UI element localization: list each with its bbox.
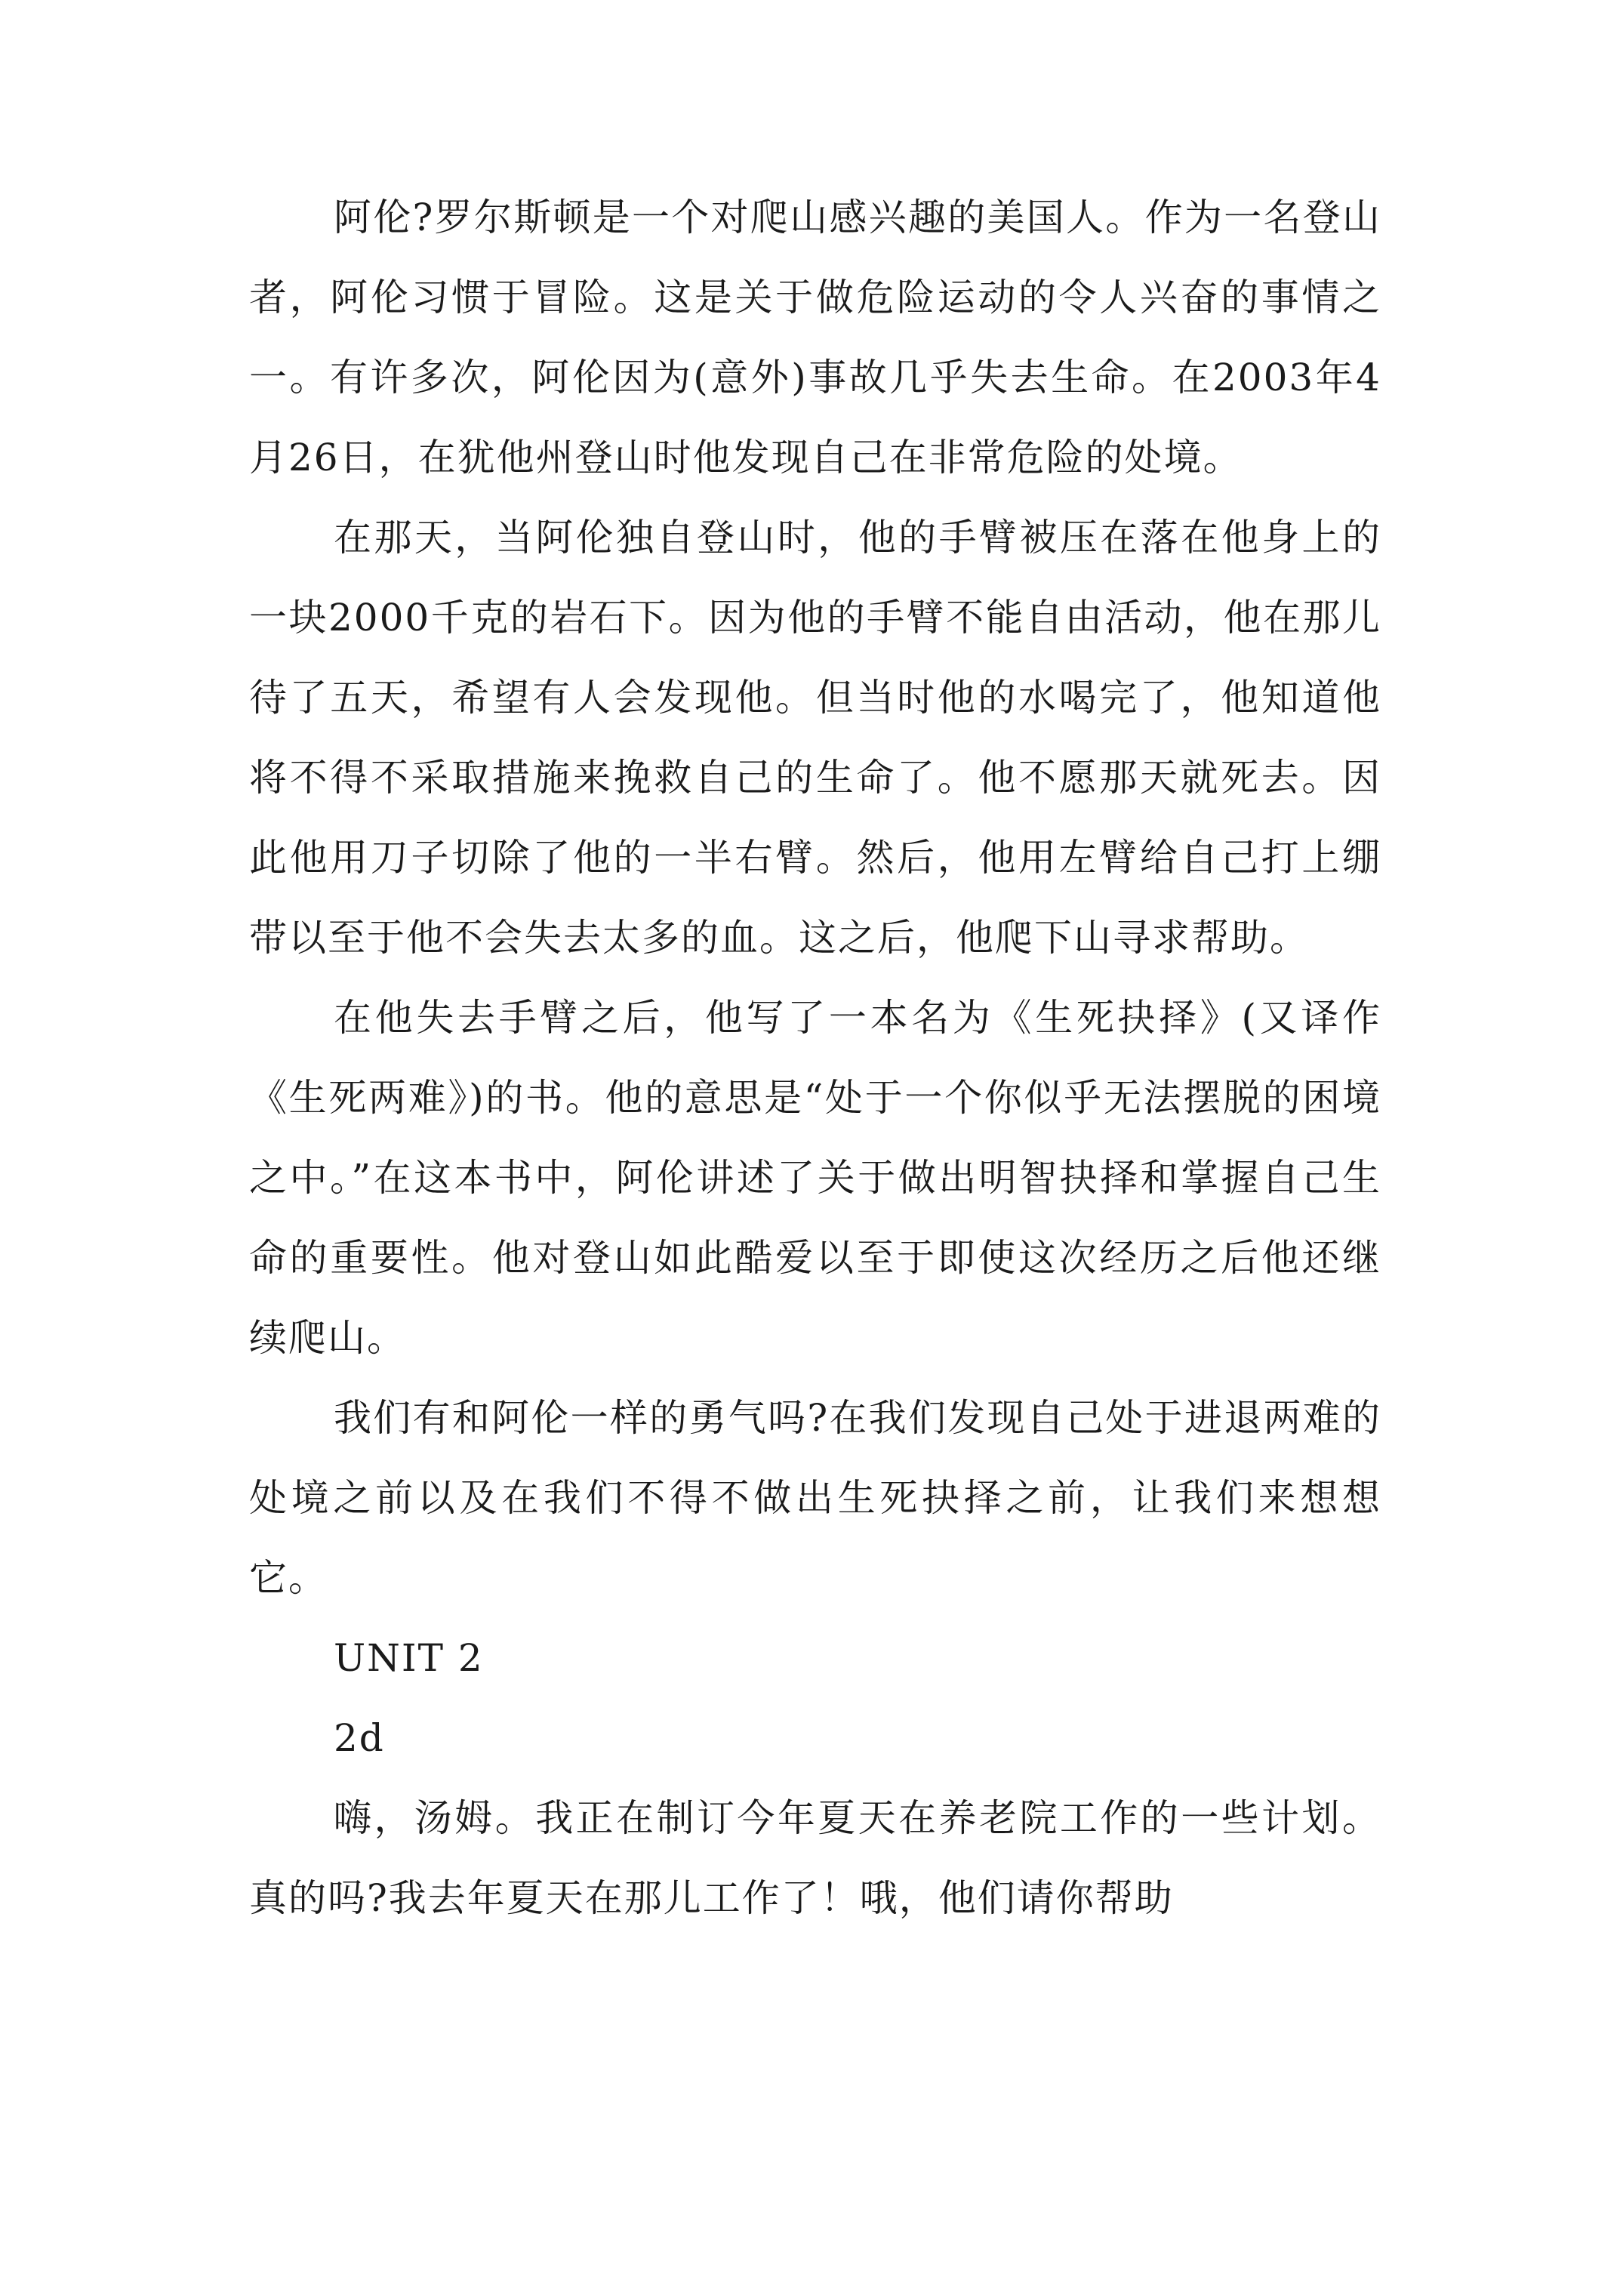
paragraph-aron-intro: 阿伦?罗尔斯顿是一个对爬山感兴趣的美国人。作为一名登山者，阿伦习惯于冒险。这是关于做危险运动的令人兴奋的事情之一。有许多次，阿伦因为(意外)事故几乎失去生命。在2003年4月26日，在犹他州登山时他发现自己在非常危险的处境。 [249,196,1381,479]
paragraph-book: 在他失去手臂之后，他写了一本名为《生死抉择》(又译作《生死两难》)的书。他的意思是“处于一个你似乎无法摆脱的困境之中。”在这本书中，阿伦讲述了关于做出明智抉择和掌握自己生命的重要性。他对登山如此酷爱以至于即使这次经历之后他还继续爬山。 [249,996,1381,1360]
section-label: 2d [334,1716,385,1760]
paragraph-accident: 在那天，当阿伦独自登山时，他的手臂被压在落在他身上的一块2000千克的岩石下。因为他的手臂不能自由活动，他在那儿待了五天，希望有人会发现他。但当时他的水喝完了，他知道他将不得不采取措施来挽救自己的生命了。他不愿那天就死去。因此他用刀子切除了他的一半右臂。然后，他用左臂给自己打上绷带以至于他不会失去太多的血。这之后，他爬下山寻求帮助。 [249,516,1381,960]
paragraph-dialogue: 嗨，汤姆。我正在制订今年夏天在养老院工作的一些计划。 真的吗?我去年夏天在那儿工作了！哦，他们请你帮助 [249,1796,1381,1920]
unit-heading: UNIT 2 [334,1636,484,1680]
document-body [249,177,1381,1938]
paragraph-courage: 我们有和阿伦一样的勇气吗?在我们发现自己处于进退两难的处境之前以及在我们不得不做出生死抉择之前，让我们来想想它。 [249,1396,1381,1600]
